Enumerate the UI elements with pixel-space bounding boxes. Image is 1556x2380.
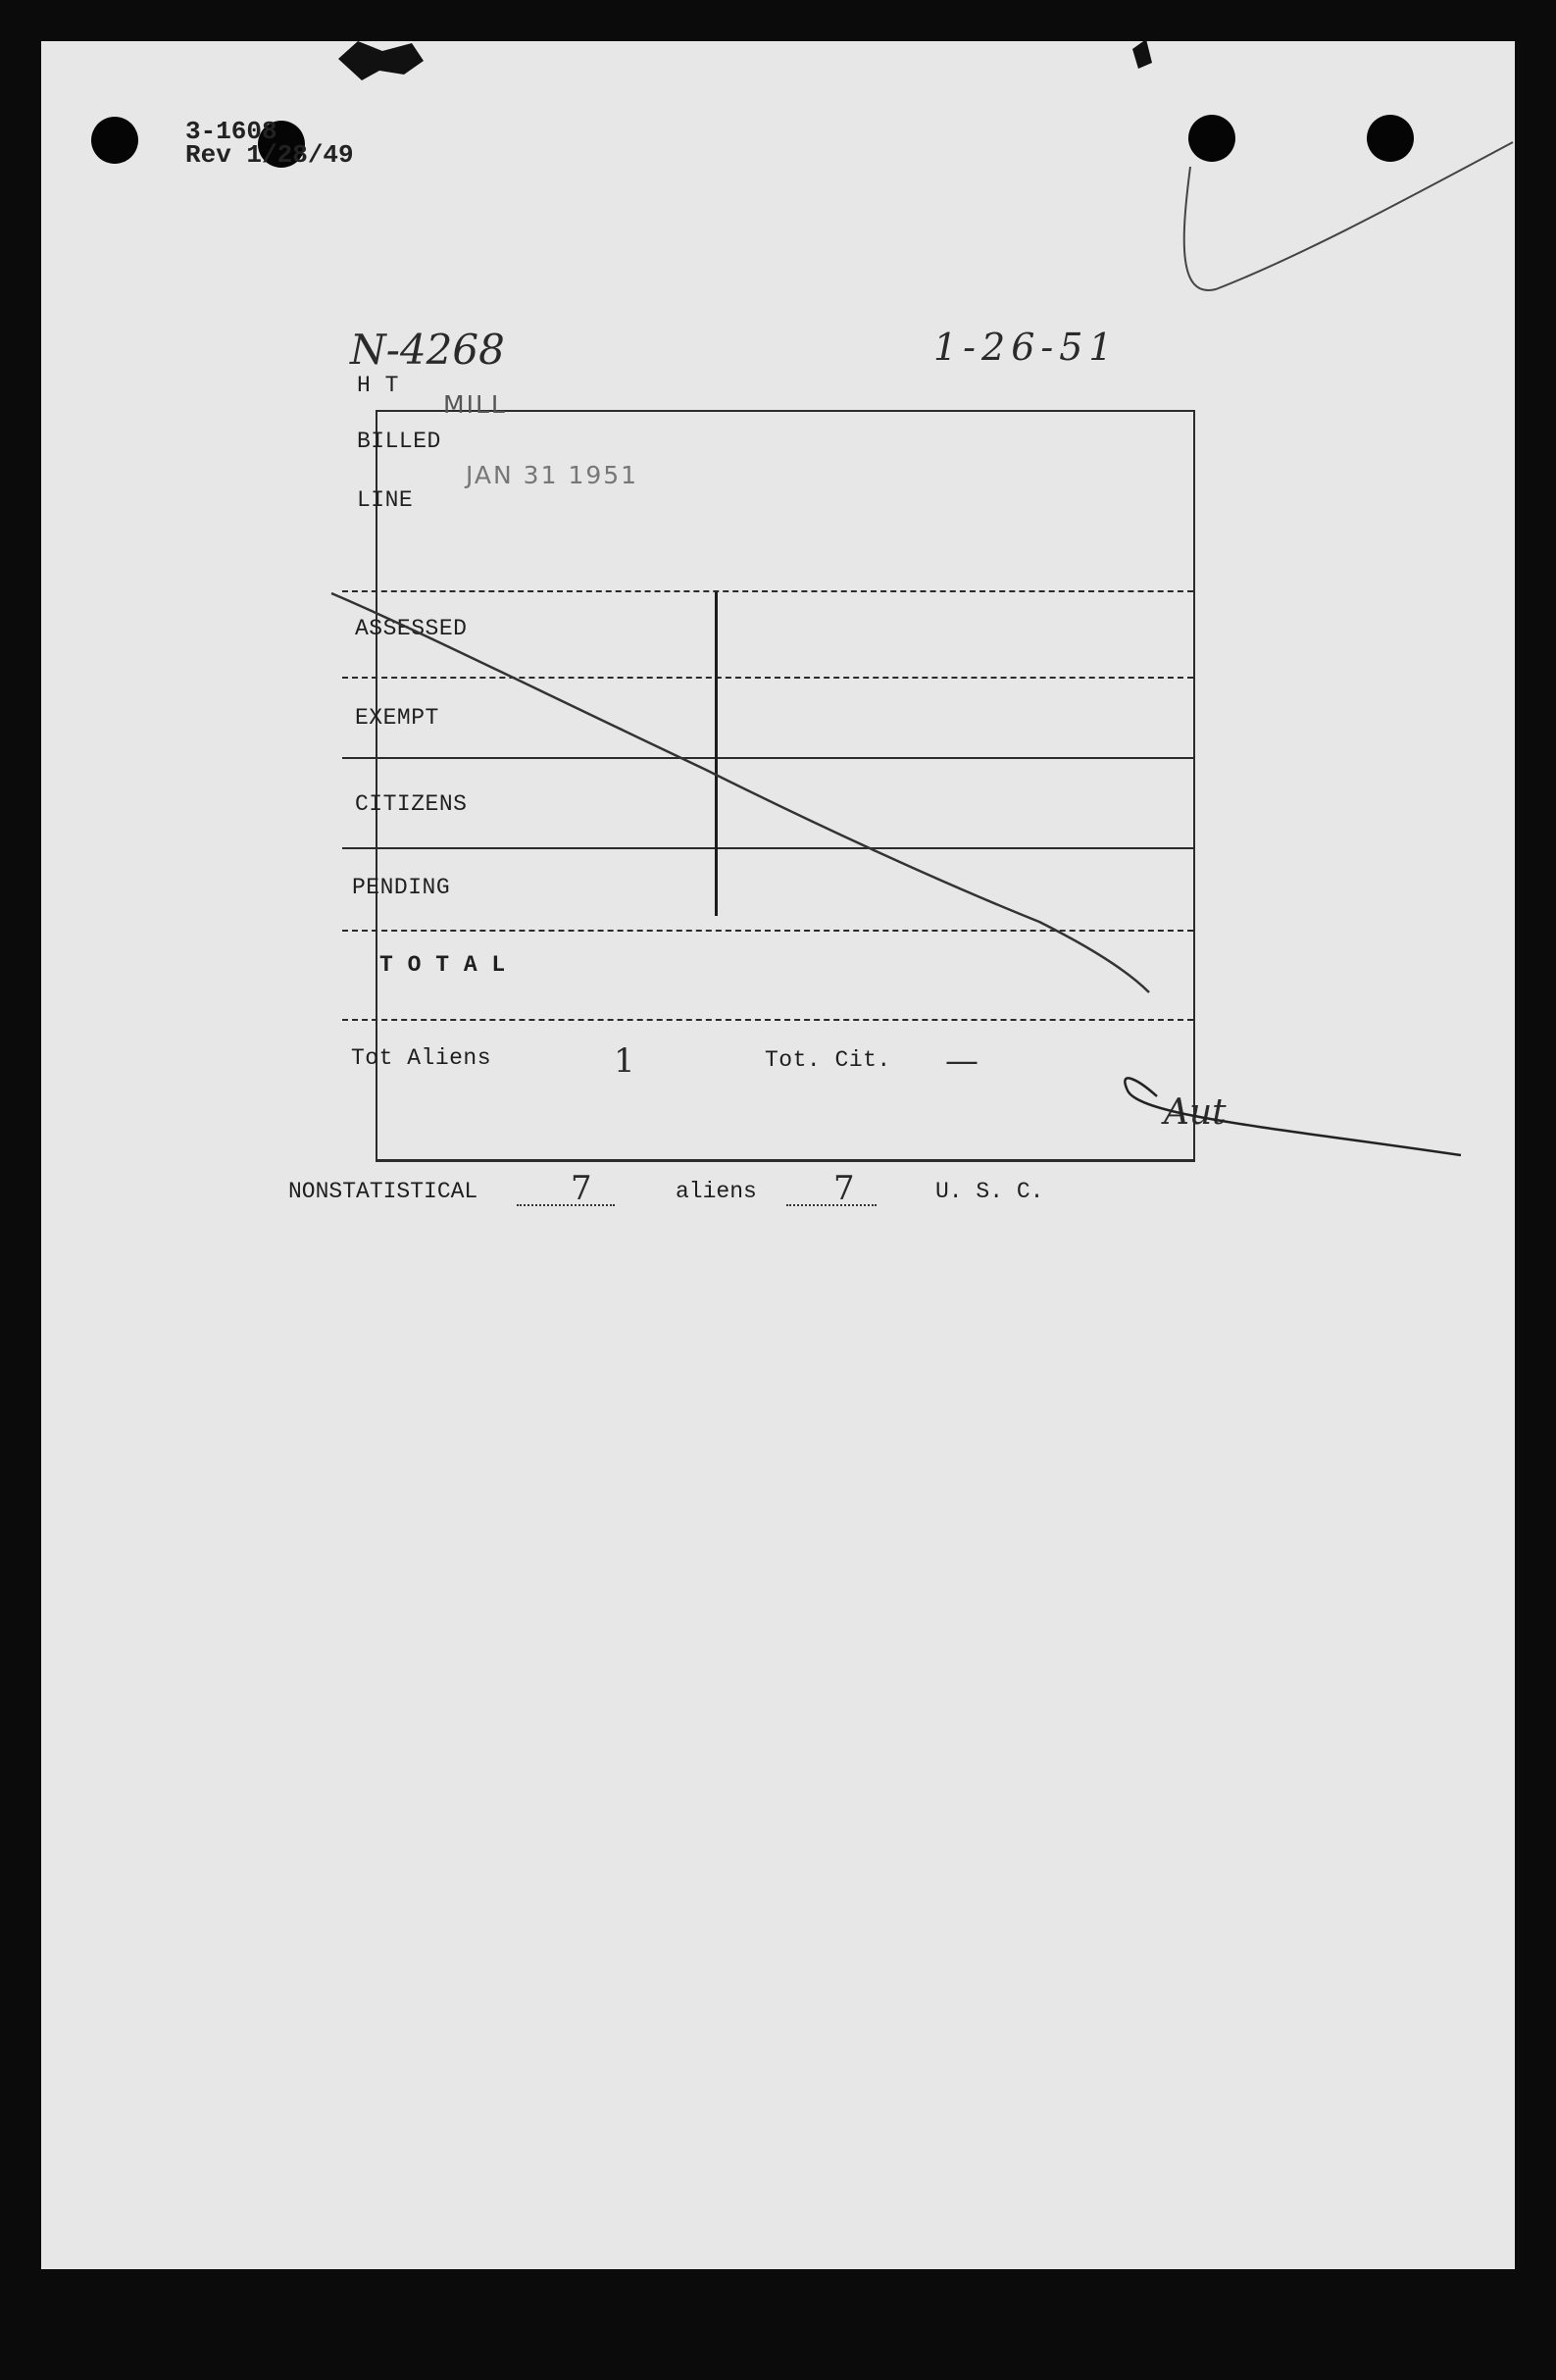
value-nonstat-aliens: 7 xyxy=(571,1169,592,1208)
value-nonstat-usc: 7 xyxy=(833,1169,855,1208)
ink-blot xyxy=(1132,39,1152,69)
label-tot-aliens: Tot Aliens xyxy=(351,1045,492,1071)
label-aliens: aliens xyxy=(676,1179,757,1204)
label-total: T O T A L xyxy=(379,952,506,978)
label-nonstatistical: NONSTATISTICAL xyxy=(288,1179,478,1204)
handwritten-initials: Aut xyxy=(1164,1092,1227,1133)
label-exempt: EXEMPT xyxy=(355,705,439,731)
pen-stroke xyxy=(1184,142,1513,290)
handwritten-file-number: N-4268 xyxy=(350,326,505,374)
strike-through-line xyxy=(331,593,1149,992)
label-line: LINE xyxy=(357,487,414,513)
label-billed: BILLED xyxy=(357,429,441,454)
label-usc: U. S. C. xyxy=(935,1179,1044,1204)
form-revision: Rev 1/28/49 xyxy=(185,140,354,170)
form-number: 3-1608 xyxy=(185,117,277,146)
stamp-smudge: MILL xyxy=(443,390,507,419)
value-tot-cit: — xyxy=(945,1041,979,1081)
label-tot-cit: Tot. Cit. xyxy=(765,1047,891,1073)
initials-underline xyxy=(1125,1078,1461,1155)
ink-blot xyxy=(338,41,424,80)
label-assessed: ASSESSED xyxy=(355,616,468,641)
date-stamp: JAN 31 1951 xyxy=(466,461,639,489)
handwritten-date: 1-26-51 xyxy=(933,326,1119,369)
label-pending: PENDING xyxy=(352,875,451,900)
value-tot-aliens: 1 xyxy=(614,1041,635,1081)
label-citizens: CITIZENS xyxy=(355,791,468,817)
label-ht: H T xyxy=(357,373,399,398)
